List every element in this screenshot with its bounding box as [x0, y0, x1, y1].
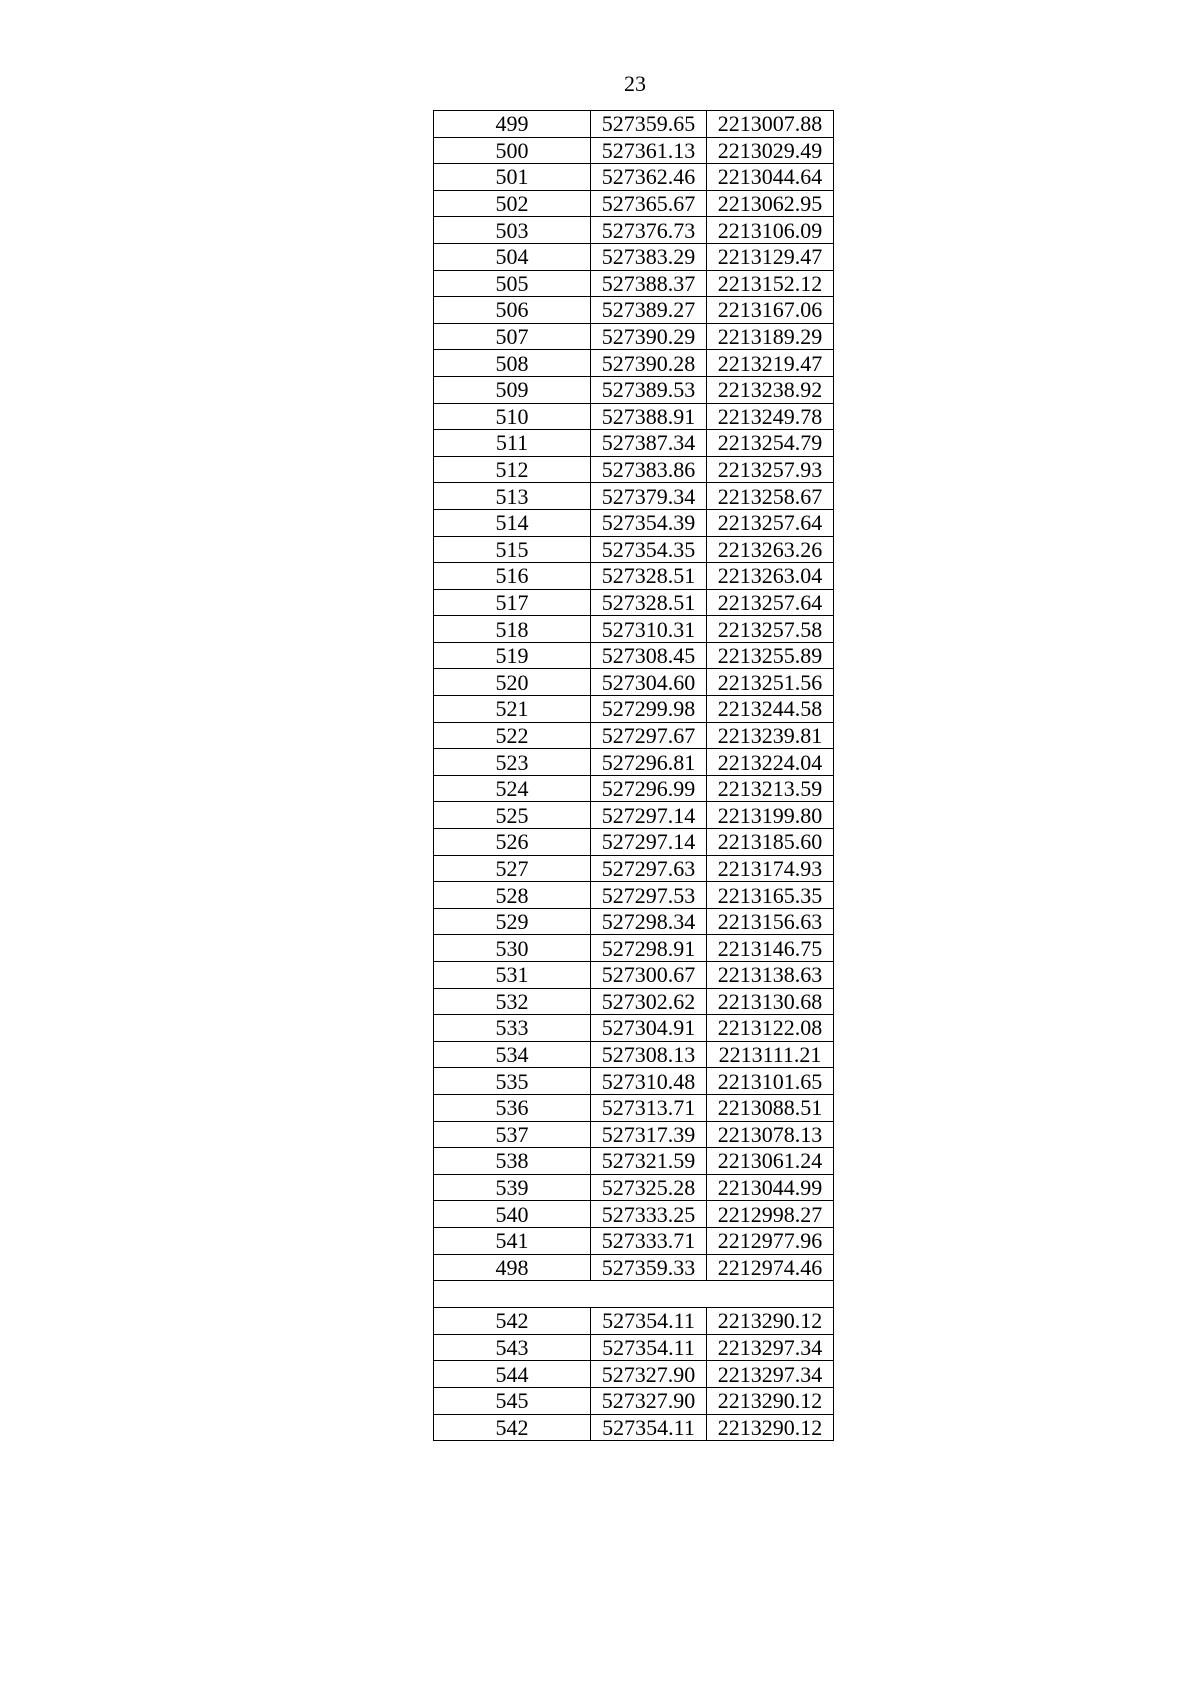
y-coordinate-cell: 2213146.75 — [707, 935, 834, 962]
point-number-cell: 529 — [434, 908, 591, 935]
y-coordinate-cell: 2213061.24 — [707, 1148, 834, 1175]
y-coordinate-cell: 2213152.12 — [707, 270, 834, 297]
table-row — [434, 882, 834, 909]
x-coordinate-cell: 527388.37 — [591, 270, 707, 297]
point-number-cell: 508 — [434, 350, 591, 377]
point-number-cell: 542 — [434, 1414, 591, 1441]
y-coordinate-cell: 2213029.49 — [707, 137, 834, 164]
point-number-cell: 517 — [434, 589, 591, 616]
table-row — [434, 1094, 834, 1121]
x-coordinate-cell: 527297.14 — [591, 829, 707, 856]
table-row — [434, 1015, 834, 1042]
x-coordinate-cell: 527387.34 — [591, 430, 707, 457]
table-row — [434, 802, 834, 829]
y-coordinate-cell: 2213238.92 — [707, 376, 834, 403]
point-number-cell: 514 — [434, 509, 591, 536]
point-number-cell: 541 — [434, 1227, 591, 1254]
point-number-cell: 507 — [434, 323, 591, 350]
y-coordinate-cell: 2213257.64 — [707, 589, 834, 616]
x-coordinate-cell: 527298.34 — [591, 908, 707, 935]
point-number-cell: 498 — [434, 1254, 591, 1281]
point-number-cell: 539 — [434, 1174, 591, 1201]
table-row — [434, 775, 834, 802]
y-coordinate-cell: 2213219.47 — [707, 350, 834, 377]
y-coordinate-cell: 2213007.88 — [707, 111, 834, 138]
point-number-cell: 532 — [434, 988, 591, 1015]
table-row — [434, 749, 834, 776]
y-coordinate-cell: 2213290.12 — [707, 1387, 834, 1414]
x-coordinate-cell: 527354.35 — [591, 536, 707, 563]
point-number-cell: 545 — [434, 1387, 591, 1414]
point-number-cell: 524 — [434, 775, 591, 802]
x-coordinate-cell: 527321.59 — [591, 1148, 707, 1175]
table-row — [434, 137, 834, 164]
table-row — [434, 456, 834, 483]
x-coordinate-cell: 527328.51 — [591, 589, 707, 616]
table-row — [434, 988, 834, 1015]
x-coordinate-cell: 527297.63 — [591, 855, 707, 882]
y-coordinate-cell: 2213290.12 — [707, 1308, 834, 1335]
x-coordinate-cell: 527383.29 — [591, 243, 707, 270]
table-row — [434, 589, 834, 616]
table-row — [434, 270, 834, 297]
y-coordinate-cell: 2212977.96 — [707, 1227, 834, 1254]
x-coordinate-cell: 527390.29 — [591, 323, 707, 350]
point-number-cell: 504 — [434, 243, 591, 270]
table-row — [434, 243, 834, 270]
y-coordinate-cell: 2213249.78 — [707, 403, 834, 430]
table-row — [434, 669, 834, 696]
point-number-cell: 516 — [434, 563, 591, 590]
table-row — [434, 350, 834, 377]
table-row — [434, 1041, 834, 1068]
table-row — [434, 536, 834, 563]
point-number-cell: 523 — [434, 749, 591, 776]
table-row — [434, 616, 834, 643]
x-coordinate-cell: 527333.71 — [591, 1227, 707, 1254]
point-number-cell: 534 — [434, 1041, 591, 1068]
x-coordinate-cell: 527297.53 — [591, 882, 707, 909]
coordinates-table-body — [434, 111, 834, 1441]
y-coordinate-cell: 2212998.27 — [707, 1201, 834, 1228]
x-coordinate-cell: 527296.99 — [591, 775, 707, 802]
point-number-cell: 537 — [434, 1121, 591, 1148]
x-coordinate-cell: 527302.62 — [591, 988, 707, 1015]
x-coordinate-cell: 527365.67 — [591, 190, 707, 217]
y-coordinate-cell: 2213101.65 — [707, 1068, 834, 1095]
x-coordinate-cell: 527297.14 — [591, 802, 707, 829]
table-row — [434, 1068, 834, 1095]
point-number-cell: 500 — [434, 137, 591, 164]
y-coordinate-cell: 2213239.81 — [707, 722, 834, 749]
y-coordinate-cell: 2212974.46 — [707, 1254, 834, 1281]
x-coordinate-cell: 527376.73 — [591, 217, 707, 244]
y-coordinate-cell: 2213257.58 — [707, 616, 834, 643]
y-coordinate-cell: 2213199.80 — [707, 802, 834, 829]
x-coordinate-cell: 527308.45 — [591, 642, 707, 669]
x-coordinate-cell: 527354.11 — [591, 1308, 707, 1335]
table-row — [434, 297, 834, 324]
x-coordinate-cell: 527388.91 — [591, 403, 707, 430]
table-row — [434, 1254, 834, 1281]
x-coordinate-cell: 527362.46 — [591, 164, 707, 191]
y-coordinate-cell: 2213088.51 — [707, 1094, 834, 1121]
x-coordinate-cell: 527317.39 — [591, 1121, 707, 1148]
y-coordinate-cell: 2213257.64 — [707, 509, 834, 536]
point-number-cell: 544 — [434, 1361, 591, 1388]
point-number-cell: 521 — [434, 696, 591, 723]
y-coordinate-cell: 2213290.12 — [707, 1414, 834, 1441]
y-coordinate-cell: 2213244.58 — [707, 696, 834, 723]
y-coordinate-cell: 2213254.79 — [707, 430, 834, 457]
table-row — [434, 1361, 834, 1388]
point-number-cell: 510 — [434, 403, 591, 430]
table-row — [434, 111, 834, 138]
point-number-cell: 501 — [434, 164, 591, 191]
x-coordinate-cell: 527354.11 — [591, 1414, 707, 1441]
y-coordinate-cell: 2213156.63 — [707, 908, 834, 935]
point-number-cell: 538 — [434, 1148, 591, 1175]
y-coordinate-cell: 2213106.09 — [707, 217, 834, 244]
table-row — [434, 962, 834, 989]
y-coordinate-cell: 2213224.04 — [707, 749, 834, 776]
table-row — [434, 722, 834, 749]
x-coordinate-cell: 527308.13 — [591, 1041, 707, 1068]
y-coordinate-cell: 2213185.60 — [707, 829, 834, 856]
point-number-cell: 528 — [434, 882, 591, 909]
x-coordinate-cell: 527389.27 — [591, 297, 707, 324]
point-number-cell: 540 — [434, 1201, 591, 1228]
table-row — [434, 1121, 834, 1148]
x-coordinate-cell: 527359.65 — [591, 111, 707, 138]
x-coordinate-cell: 527298.91 — [591, 935, 707, 962]
y-coordinate-cell: 2213044.99 — [707, 1174, 834, 1201]
separator-cell — [434, 1281, 834, 1308]
point-number-cell: 499 — [434, 111, 591, 138]
y-coordinate-cell: 2213263.26 — [707, 536, 834, 563]
point-number-cell: 536 — [434, 1094, 591, 1121]
separator-row — [434, 1281, 834, 1308]
point-number-cell: 506 — [434, 297, 591, 324]
x-coordinate-cell: 527310.31 — [591, 616, 707, 643]
table-row — [434, 935, 834, 962]
table-row — [434, 908, 834, 935]
y-coordinate-cell: 2213165.35 — [707, 882, 834, 909]
table-row — [434, 1308, 834, 1335]
table-row — [434, 509, 834, 536]
table-row — [434, 642, 834, 669]
table-row — [434, 403, 834, 430]
y-coordinate-cell: 2213257.93 — [707, 456, 834, 483]
x-coordinate-cell: 527379.34 — [591, 483, 707, 510]
table-row — [434, 1387, 834, 1414]
point-number-cell: 522 — [434, 722, 591, 749]
y-coordinate-cell: 2213129.47 — [707, 243, 834, 270]
x-coordinate-cell: 527328.51 — [591, 563, 707, 590]
page-number: 23 — [624, 71, 646, 96]
x-coordinate-cell: 527310.48 — [591, 1068, 707, 1095]
table-row — [434, 1414, 834, 1441]
y-coordinate-cell: 2213111.21 — [707, 1041, 834, 1068]
point-number-cell: 527 — [434, 855, 591, 882]
y-coordinate-cell: 2213078.13 — [707, 1121, 834, 1148]
point-number-cell: 512 — [434, 456, 591, 483]
point-number-cell: 509 — [434, 376, 591, 403]
y-coordinate-cell: 2213297.34 — [707, 1361, 834, 1388]
y-coordinate-cell: 2213213.59 — [707, 775, 834, 802]
x-coordinate-cell: 527299.98 — [591, 696, 707, 723]
y-coordinate-cell: 2213138.63 — [707, 962, 834, 989]
table-row — [434, 376, 834, 403]
point-number-cell: 535 — [434, 1068, 591, 1095]
x-coordinate-cell: 527296.81 — [591, 749, 707, 776]
table-row — [434, 1201, 834, 1228]
table-row — [434, 190, 834, 217]
x-coordinate-cell: 527389.53 — [591, 376, 707, 403]
table-row — [434, 323, 834, 350]
x-coordinate-cell: 527354.39 — [591, 509, 707, 536]
table-row — [434, 855, 834, 882]
x-coordinate-cell: 527304.91 — [591, 1015, 707, 1042]
table-row — [434, 164, 834, 191]
x-coordinate-cell: 527297.67 — [591, 722, 707, 749]
x-coordinate-cell: 527359.33 — [591, 1254, 707, 1281]
x-coordinate-cell: 527327.90 — [591, 1361, 707, 1388]
point-number-cell: 526 — [434, 829, 591, 856]
y-coordinate-cell: 2213062.95 — [707, 190, 834, 217]
coordinates-table — [433, 110, 834, 1441]
point-number-cell: 511 — [434, 430, 591, 457]
y-coordinate-cell: 2213122.08 — [707, 1015, 834, 1042]
point-number-cell: 518 — [434, 616, 591, 643]
x-coordinate-cell: 527304.60 — [591, 669, 707, 696]
y-coordinate-cell: 2213189.29 — [707, 323, 834, 350]
y-coordinate-cell: 2213130.68 — [707, 988, 834, 1015]
x-coordinate-cell: 527325.28 — [591, 1174, 707, 1201]
point-number-cell: 543 — [434, 1334, 591, 1361]
y-coordinate-cell: 2213255.89 — [707, 642, 834, 669]
point-number-cell: 513 — [434, 483, 591, 510]
x-coordinate-cell: 527327.90 — [591, 1387, 707, 1414]
y-coordinate-cell: 2213263.04 — [707, 563, 834, 590]
table-row — [434, 829, 834, 856]
table-row — [434, 1334, 834, 1361]
point-number-cell: 505 — [434, 270, 591, 297]
y-coordinate-cell: 2213167.06 — [707, 297, 834, 324]
table-row — [434, 1148, 834, 1175]
table-row — [434, 1174, 834, 1201]
y-coordinate-cell: 2213258.67 — [707, 483, 834, 510]
point-number-cell: 503 — [434, 217, 591, 244]
table-row — [434, 430, 834, 457]
point-number-cell: 531 — [434, 962, 591, 989]
y-coordinate-cell: 2213251.56 — [707, 669, 834, 696]
table-row — [434, 217, 834, 244]
point-number-cell: 542 — [434, 1308, 591, 1335]
y-coordinate-cell: 2213044.64 — [707, 164, 834, 191]
table-row — [434, 696, 834, 723]
x-coordinate-cell: 527383.86 — [591, 456, 707, 483]
point-number-cell: 502 — [434, 190, 591, 217]
x-coordinate-cell: 527313.71 — [591, 1094, 707, 1121]
y-coordinate-cell: 2213174.93 — [707, 855, 834, 882]
table-row — [434, 1227, 834, 1254]
point-number-cell: 533 — [434, 1015, 591, 1042]
x-coordinate-cell: 527333.25 — [591, 1201, 707, 1228]
point-number-cell: 515 — [434, 536, 591, 563]
y-coordinate-cell: 2213297.34 — [707, 1334, 834, 1361]
table-row — [434, 563, 834, 590]
x-coordinate-cell: 527354.11 — [591, 1334, 707, 1361]
point-number-cell: 520 — [434, 669, 591, 696]
x-coordinate-cell: 527300.67 — [591, 962, 707, 989]
x-coordinate-cell: 527390.28 — [591, 350, 707, 377]
x-coordinate-cell: 527361.13 — [591, 137, 707, 164]
point-number-cell: 525 — [434, 802, 591, 829]
table-row — [434, 483, 834, 510]
point-number-cell: 519 — [434, 642, 591, 669]
point-number-cell: 530 — [434, 935, 591, 962]
